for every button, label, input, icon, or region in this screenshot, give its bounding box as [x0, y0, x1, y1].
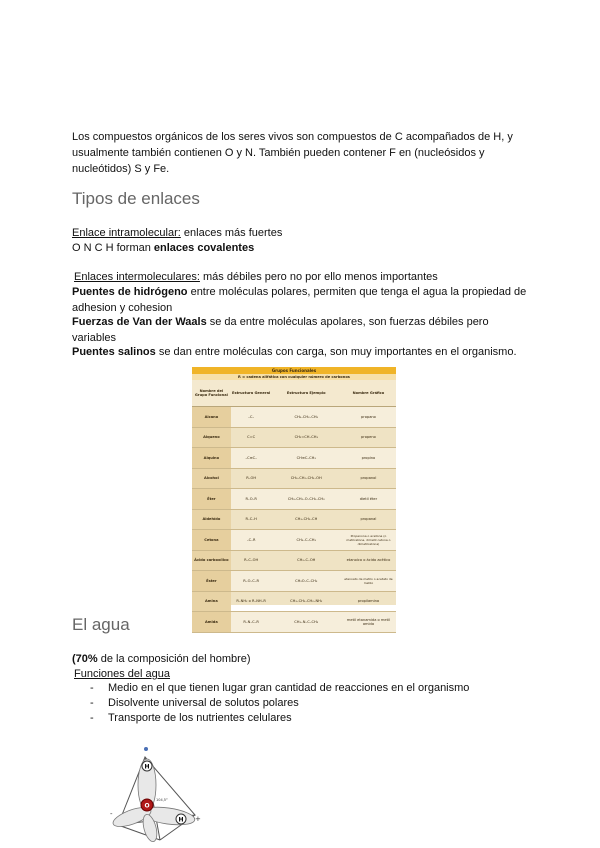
table-cell: CH₃–CH₂–O–CH₂–CH₃ [272, 489, 341, 510]
oxygen-label: O [144, 802, 150, 810]
table-row [192, 427, 396, 448]
heading-el-agua: El agua [72, 615, 130, 634]
table-cell: CH₂=CH–CH₃ [272, 427, 341, 448]
table-cell: Propanona o acetona (o metilcetona, dimetil cetona o dimetilcetona) [341, 530, 396, 551]
table-cell: R–O–R [231, 489, 272, 510]
table-cell: Aldehído [192, 509, 231, 530]
table-cell: Cetona [192, 530, 231, 551]
list-item: - Medio en el que tienen lugar gran cantidad de reacciones en el organismo [90, 681, 469, 696]
table-cell: R–N–C–R [231, 612, 272, 633]
intramolecular-line [72, 225, 282, 241]
intermolecular-line [74, 269, 438, 285]
van-der-waals-line [72, 314, 532, 346]
intramolecular-label: Enlace intramolecular: [72, 227, 181, 239]
table-cell: –C– [231, 407, 272, 428]
water-molecule-diagram [100, 745, 230, 848]
table-cell: Alcano [192, 407, 231, 428]
table-cell: propano [341, 407, 396, 428]
intermolecular-label: Enlaces intermoleculares: [74, 271, 200, 283]
table-header-cell: Estructura Ejemplo [272, 380, 341, 407]
table-cell: CH₃–CH₂–CH [272, 509, 341, 530]
functional-groups-table-image [192, 367, 396, 626]
table-cell: propeno [341, 427, 396, 448]
table-cell: propanal [341, 509, 396, 530]
table-cell: metil etanamida o metil amida [341, 612, 396, 633]
table-cell: Éster [192, 571, 231, 592]
covalent-text: O N C H forman [72, 242, 154, 254]
table-cell: CH₃O–C–CH₃ [272, 571, 341, 592]
hydrogen-bonds-line [72, 284, 532, 316]
table-cell: propanol [341, 468, 396, 489]
salt-bridges-line [72, 344, 542, 360]
van-der-waals-bold: Fuerzas de Van der Waals [72, 316, 207, 328]
table-cell: R–OH [231, 468, 272, 489]
table-cell: propino [341, 448, 396, 469]
table-cell: –C≡C– [231, 448, 272, 469]
hydrogen-label-right: H [178, 816, 184, 824]
table-row [192, 571, 396, 592]
hydrogen-bonds-text: entre moléculas polares, permiten que tenga el agua la propiedad de adhesion y cohesion [72, 286, 527, 314]
table-cell: CH₃–C–OH [272, 550, 341, 571]
table-cell: etanoato de metilo o acetato de metilo [341, 571, 396, 592]
table-header-cell: Nombre del Grupo Funcional [192, 380, 231, 407]
table-cell: CH₃–CH₂–CH₂–OH [272, 468, 341, 489]
table-cell: C=C [231, 427, 272, 448]
bond-angle-label: 104,5° [156, 798, 168, 802]
positive-marker-icon [144, 747, 148, 751]
functions-label: Funciones del agua [74, 668, 171, 680]
table-row [192, 407, 396, 428]
table-row [192, 468, 396, 489]
table-subtitle: R = cadena alifática con cualquier número de carbonos [192, 374, 396, 380]
hydrogen-label-top: H [144, 763, 150, 771]
water-functions-list [90, 681, 469, 726]
functional-groups-table [192, 380, 396, 633]
list-item: - Disolvente universal de solutos polares [90, 696, 469, 711]
table-cell: Éter [192, 489, 231, 510]
table-cell: CH₃–C–CH₃ [272, 530, 341, 551]
table-row [192, 448, 396, 469]
intermolecular-text: más débiles pero no por ello menos importantes [199, 271, 438, 283]
table-cell: Amida [192, 612, 231, 633]
table-cell: dietil éter [341, 489, 396, 510]
table-cell: CH₃–N–C–CH₃ [272, 612, 341, 633]
table-cell: Alquino [192, 448, 231, 469]
table-cell: Alqueno [192, 427, 231, 448]
intramolecular-text: enlaces más fuertes [180, 227, 283, 239]
table-header-cell: Nombre Gráfico [341, 380, 396, 407]
table-header-cell: Estructura General [231, 380, 272, 407]
table-row [192, 530, 396, 551]
water-percentage-text: de la composición del hombre) [97, 653, 251, 665]
table-cell: Amina [192, 591, 231, 612]
van-der-waals-text: se da entre moléculas apolares, son fuerzas débiles pero variables [72, 316, 489, 344]
water-percentage-bold: (70% [72, 653, 98, 665]
table-cell: R–O–C–R [231, 571, 272, 592]
table-row [192, 591, 396, 612]
table-row [192, 489, 396, 510]
table-cell: –C–R [231, 530, 272, 551]
intro-paragraph: Los compuestos orgánicos de los seres vivos son compuestos de C acompañados de H, y usualmente también contienen O y N. También pueden contener F en (nucleósidos y nucleótidos) S y Fe. [72, 131, 513, 175]
positive-sign: + [195, 815, 201, 823]
table-cell: Alcohol [192, 468, 231, 489]
table-row [192, 509, 396, 530]
table-title: Grupos Funcionales [192, 367, 396, 374]
heading-tipos-de-enlaces: Tipos de enlaces [72, 189, 200, 208]
table-cell: CH₃–CH₂–CH₃ [272, 407, 341, 428]
covalent-bold: enlaces covalentes [153, 242, 255, 254]
covalent-line [72, 240, 254, 256]
list-item: - Transporte de los nutrientes celulares [90, 711, 469, 726]
table-row [192, 612, 396, 633]
table-row [192, 550, 396, 571]
table-cell: CH≡C–CH₃ [272, 448, 341, 469]
table-cell: etanoico o ácido acético [341, 550, 396, 571]
water-percentage-line [72, 651, 251, 667]
table-cell: CH₃–CH₂–CH₂–NH₂ [272, 591, 341, 612]
table-cell: R–C–OH [231, 550, 272, 571]
salt-bridges-bold: Puentes salinos [72, 346, 156, 358]
table-cell: R–C–H [231, 509, 272, 530]
hydrogen-bonds-bold: Puentes de hidrógeno [72, 286, 188, 298]
table-cell: propilamina [341, 591, 396, 612]
table-cell: R–NH₂ o R–NH–R [231, 591, 272, 612]
negative-sign: - [110, 810, 113, 818]
table-cell: Ácido carboxílico [192, 550, 231, 571]
salt-bridges-text: se dan entre moléculas con carga, son muy importantes en el organismo. [155, 346, 517, 358]
